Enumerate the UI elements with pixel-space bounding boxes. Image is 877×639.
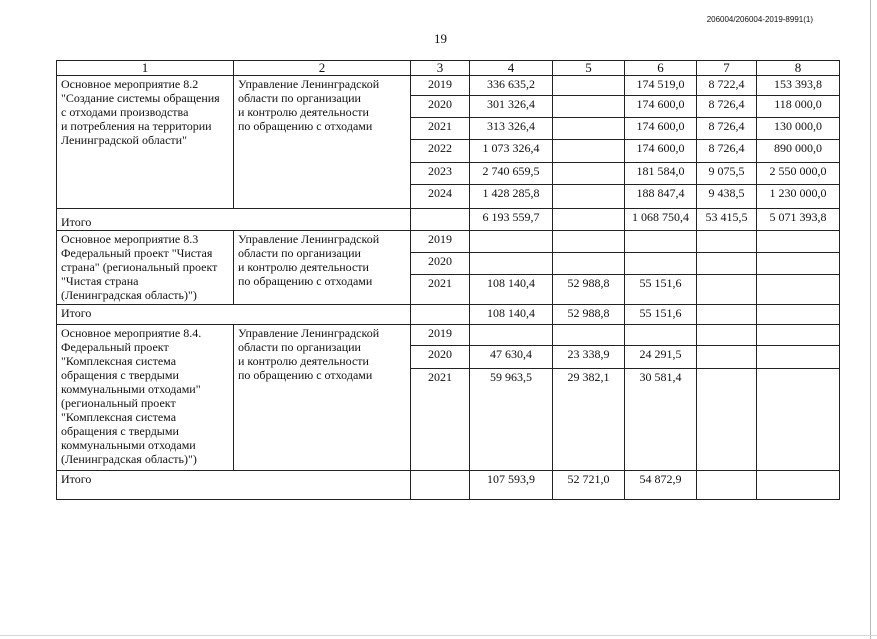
activity-text: (Ленинградская область)") <box>61 288 197 302</box>
year-cell <box>411 209 470 231</box>
column-header: 3 <box>411 61 470 76</box>
activity-text: "Создание системы обращения <box>61 91 220 105</box>
total-row <box>57 209 840 231</box>
value-cell: 9 075,5 <box>697 163 757 185</box>
total-value-cell: 53 415,5 <box>697 209 757 231</box>
executor-text: и контролю деятельности <box>238 105 369 119</box>
value-cell: 174 600,0 <box>625 96 697 118</box>
value-cell: 118 000,0 <box>757 96 840 118</box>
value-cell <box>553 253 625 275</box>
table-row <box>57 231 840 253</box>
total-value-cell: 6 193 559,7 <box>470 209 553 231</box>
page-number: 19 <box>434 31 447 46</box>
total-value-cell: 52 721,0 <box>553 471 625 500</box>
value-cell: 130 000,0 <box>757 118 840 140</box>
value-cell <box>553 96 625 118</box>
page-edge-right <box>870 0 871 639</box>
total-value-cell: 108 140,4 <box>470 305 553 325</box>
value-cell: 24 291,5 <box>625 346 697 369</box>
value-cell: 336 635,2 <box>470 76 553 96</box>
year-cell: 2020 <box>411 253 470 275</box>
executor-cell <box>234 325 411 471</box>
value-cell <box>757 325 840 346</box>
activity-text: Основное мероприятие 8.2 <box>61 77 199 91</box>
executor-text: и контролю деятельности <box>238 260 369 274</box>
executor-text: и контролю деятельности <box>238 354 369 368</box>
year-cell: 2021 <box>411 369 470 471</box>
page-edge-bottom <box>0 635 877 636</box>
executor-text: области по организации <box>238 340 361 354</box>
table-header-row <box>57 61 840 76</box>
table-row <box>57 325 840 346</box>
value-cell: 1 428 285,8 <box>470 185 553 209</box>
year-cell: 2022 <box>411 140 470 163</box>
value-cell: 59 963,5 <box>470 369 553 471</box>
table-row <box>57 76 840 96</box>
activity-text: Федеральный проект "Чистая <box>61 246 213 260</box>
activity-text: Основное мероприятие 8.3 <box>61 232 199 246</box>
value-cell: 181 584,0 <box>625 163 697 185</box>
activity-text: Ленинградской области" <box>61 133 187 147</box>
year-cell: 2021 <box>411 275 470 305</box>
executor-cell <box>234 76 411 209</box>
year-cell: 2019 <box>411 325 470 346</box>
value-cell <box>757 253 840 275</box>
value-cell: 2 550 000,0 <box>757 163 840 185</box>
value-cell <box>697 275 757 305</box>
value-cell: 174 600,0 <box>625 118 697 140</box>
activity-text: коммунальными отходами <box>61 438 196 452</box>
value-cell: 1 073 326,4 <box>470 140 553 163</box>
value-cell <box>470 231 553 253</box>
executor-text: области по организации <box>238 246 361 260</box>
value-cell <box>625 253 697 275</box>
value-cell: 52 988,8 <box>553 275 625 305</box>
total-value-cell: 54 872,9 <box>625 471 697 500</box>
activity-text: коммунальными отходами" <box>61 382 201 396</box>
activity-text: (Ленинградская область)") <box>61 452 197 466</box>
value-cell: 29 382,1 <box>553 369 625 471</box>
value-cell <box>697 253 757 275</box>
value-cell <box>553 185 625 209</box>
executor-text: Управление Ленинградской <box>238 326 380 340</box>
activity-text: Основное мероприятие 8.4. <box>61 326 202 340</box>
executor-text: Управление Ленинградской <box>238 232 380 246</box>
column-header: 7 <box>697 61 757 76</box>
activity-text: с отходами производства <box>61 105 189 119</box>
value-cell: 153 393,8 <box>757 76 840 96</box>
value-cell <box>470 253 553 275</box>
column-header: 2 <box>234 61 411 76</box>
value-cell: 8 726,4 <box>697 96 757 118</box>
column-header: 1 <box>57 61 234 76</box>
value-cell: 174 600,0 <box>625 140 697 163</box>
total-value-cell <box>757 471 840 500</box>
executor-text: Управление Ленинградской <box>238 77 380 91</box>
value-cell <box>625 231 697 253</box>
total-value-cell: 1 068 750,4 <box>625 209 697 231</box>
activity-text: "Комплексная система <box>61 354 177 368</box>
year-cell: 2019 <box>411 76 470 96</box>
column-header: 8 <box>757 61 840 76</box>
value-cell: 188 847,4 <box>625 185 697 209</box>
value-cell: 1 230 000,0 <box>757 185 840 209</box>
total-row <box>57 471 840 500</box>
value-cell: 55 151,6 <box>625 275 697 305</box>
value-cell: 108 140,4 <box>470 275 553 305</box>
value-cell <box>470 325 553 346</box>
funding-table <box>56 60 840 500</box>
value-cell: 2 740 659,5 <box>470 163 553 185</box>
value-cell <box>697 231 757 253</box>
activity-text: "Комплексная система <box>61 410 177 424</box>
total-row <box>57 305 840 325</box>
total-label: Итого <box>57 305 411 325</box>
activity-cell <box>57 325 234 471</box>
total-value-cell <box>553 209 625 231</box>
value-cell <box>625 325 697 346</box>
activity-text: и потребления на территории <box>61 119 212 133</box>
total-value-cell: 5 071 393,8 <box>757 209 840 231</box>
column-header: 6 <box>625 61 697 76</box>
value-cell: 301 326,4 <box>470 96 553 118</box>
value-cell <box>697 325 757 346</box>
value-cell <box>697 369 757 471</box>
activity-cell <box>57 231 234 305</box>
value-cell <box>553 76 625 96</box>
value-cell: 313 326,4 <box>470 118 553 140</box>
year-cell: 2020 <box>411 96 470 118</box>
total-value-cell <box>757 305 840 325</box>
value-cell <box>757 275 840 305</box>
value-cell: 174 519,0 <box>625 76 697 96</box>
value-cell: 8 726,4 <box>697 118 757 140</box>
value-cell <box>553 231 625 253</box>
value-cell <box>697 346 757 369</box>
year-cell: 2024 <box>411 185 470 209</box>
column-header: 4 <box>470 61 553 76</box>
activity-text: (региональный проект <box>61 396 176 410</box>
total-value-cell <box>697 305 757 325</box>
activity-text: обращения с твердыми <box>61 368 179 382</box>
value-cell <box>757 369 840 471</box>
value-cell: 30 581,4 <box>625 369 697 471</box>
value-cell <box>553 325 625 346</box>
total-value-cell: 107 593,9 <box>470 471 553 500</box>
executor-text: по обращению с отходами <box>238 119 373 133</box>
activity-text: обращения с твердыми <box>61 424 179 438</box>
value-cell <box>757 231 840 253</box>
year-cell: 2023 <box>411 163 470 185</box>
year-cell: 2021 <box>411 118 470 140</box>
value-cell: 47 630,4 <box>470 346 553 369</box>
executor-text: области по организации <box>238 91 361 105</box>
value-cell: 9 438,5 <box>697 185 757 209</box>
activity-text: "Чистая страна <box>61 274 139 288</box>
executor-text: по обращению с отходами <box>238 368 373 382</box>
activity-cell <box>57 76 234 209</box>
year-cell: 2020 <box>411 346 470 369</box>
value-cell: 890 000,0 <box>757 140 840 163</box>
year-cell <box>411 471 470 500</box>
value-cell <box>757 346 840 369</box>
executor-text: по обращению с отходами <box>238 274 373 288</box>
value-cell: 8 722,4 <box>697 76 757 96</box>
total-value-cell: 55 151,6 <box>625 305 697 325</box>
total-value-cell: 52 988,8 <box>553 305 625 325</box>
activity-text: Федеральный проект <box>61 340 169 354</box>
document-id: 206004/206004-2019-8991(1) <box>706 15 813 24</box>
total-label: Итого <box>57 209 411 231</box>
value-cell <box>553 163 625 185</box>
value-cell: 8 726,4 <box>697 140 757 163</box>
year-cell: 2019 <box>411 231 470 253</box>
year-cell <box>411 305 470 325</box>
column-header: 5 <box>553 61 625 76</box>
value-cell: 23 338,9 <box>553 346 625 369</box>
value-cell <box>553 118 625 140</box>
value-cell <box>553 140 625 163</box>
executor-cell <box>234 231 411 305</box>
activity-text: страна" (региональный проект <box>61 260 218 274</box>
total-label: Итого <box>57 471 411 500</box>
total-value-cell <box>697 471 757 500</box>
